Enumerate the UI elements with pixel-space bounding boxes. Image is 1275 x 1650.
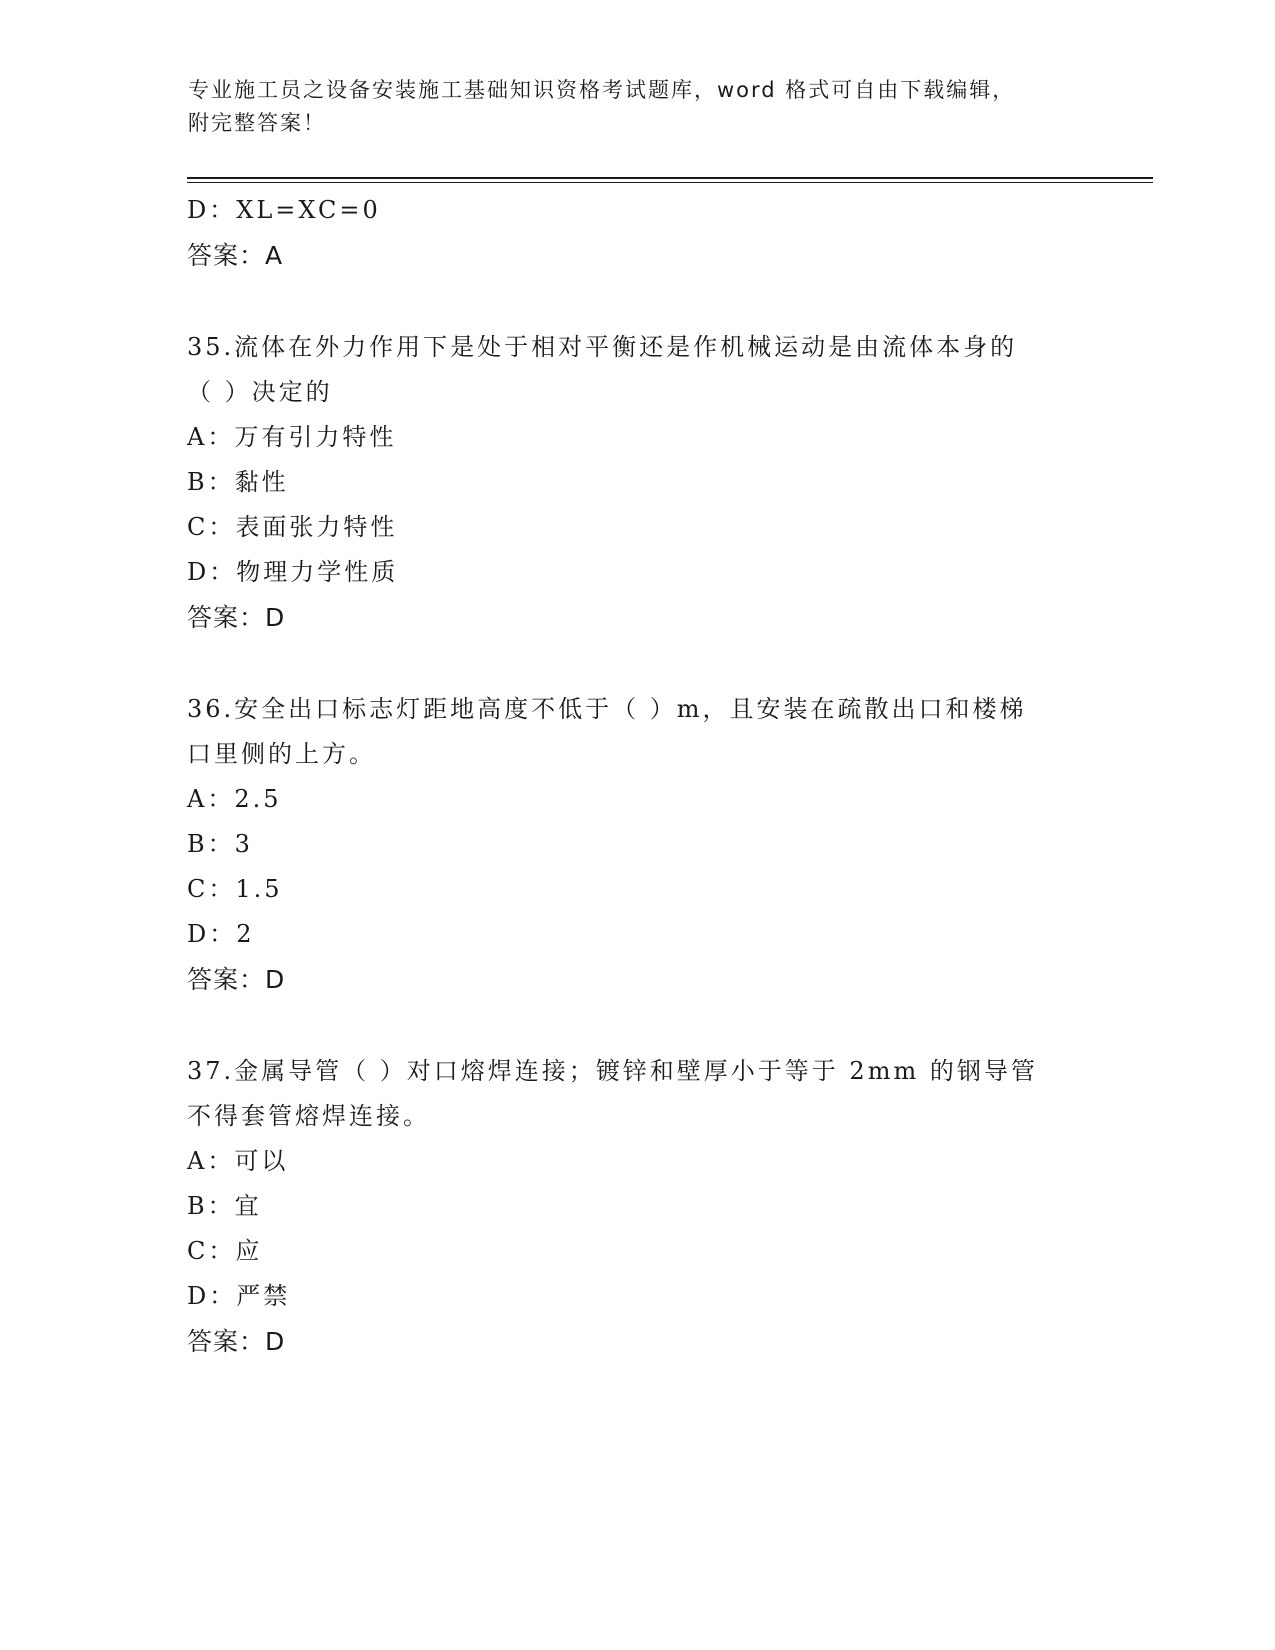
previous-question-tail bbox=[187, 188, 1087, 278]
question-list bbox=[187, 188, 1087, 1364]
option-a: A：2.5 bbox=[187, 785, 282, 813]
answer-line: 答案：D bbox=[187, 1327, 286, 1356]
question-stem-line-1: 35.流体在外力作用下是处于相对平衡还是作机械运动是由流体本身的 bbox=[187, 333, 1018, 361]
header-line-1: 专业施工员之设备安装施工基础知识资格考试题库，word 格式可自由下载编辑， bbox=[188, 78, 1016, 102]
header-line-2: 附完整答案！ bbox=[188, 111, 326, 135]
question-stem-line-2: 口里侧的上方。 bbox=[187, 740, 376, 768]
option-d: D：XL=XC=0 bbox=[187, 196, 381, 224]
header-divider-thick bbox=[187, 177, 1153, 179]
question-stem-line-1: 37.金属导管（ ）对口熔焊连接；镀锌和壁厚小于等于 2mm 的钢导管 bbox=[187, 1057, 1038, 1085]
answer-line: 答案：A bbox=[187, 241, 284, 270]
option-d: D：2 bbox=[187, 920, 255, 948]
question-stem-line-2: 不得套管熔焊连接。 bbox=[187, 1102, 430, 1130]
question-37 bbox=[187, 1049, 1087, 1364]
header-divider-thin bbox=[187, 182, 1153, 183]
option-c: C：应 bbox=[187, 1237, 263, 1265]
option-a: A：万有引力特性 bbox=[187, 423, 397, 451]
answer-line: 答案：D bbox=[187, 603, 286, 632]
option-c: C：表面张力特性 bbox=[187, 513, 398, 541]
option-a: A：可以 bbox=[187, 1147, 289, 1175]
spacer bbox=[187, 640, 1087, 687]
question-35 bbox=[187, 325, 1087, 640]
page-header bbox=[188, 74, 1088, 140]
spacer bbox=[187, 278, 1087, 325]
spacer bbox=[187, 1002, 1087, 1049]
option-b: B：宜 bbox=[187, 1192, 262, 1220]
option-d: D：物理力学性质 bbox=[187, 558, 399, 586]
option-d: D：严禁 bbox=[187, 1282, 291, 1310]
question-36 bbox=[187, 687, 1087, 1002]
answer-line: 答案：D bbox=[187, 965, 286, 994]
option-b: B：黏性 bbox=[187, 468, 289, 496]
option-c: C：1.5 bbox=[187, 875, 283, 903]
question-stem-line-1: 36.安全出口标志灯距地高度不低于（ ）m，且安装在疏散出口和楼梯 bbox=[187, 695, 1027, 723]
question-stem-line-2: （ ）决定的 bbox=[187, 378, 333, 406]
option-b: B：3 bbox=[187, 830, 253, 858]
